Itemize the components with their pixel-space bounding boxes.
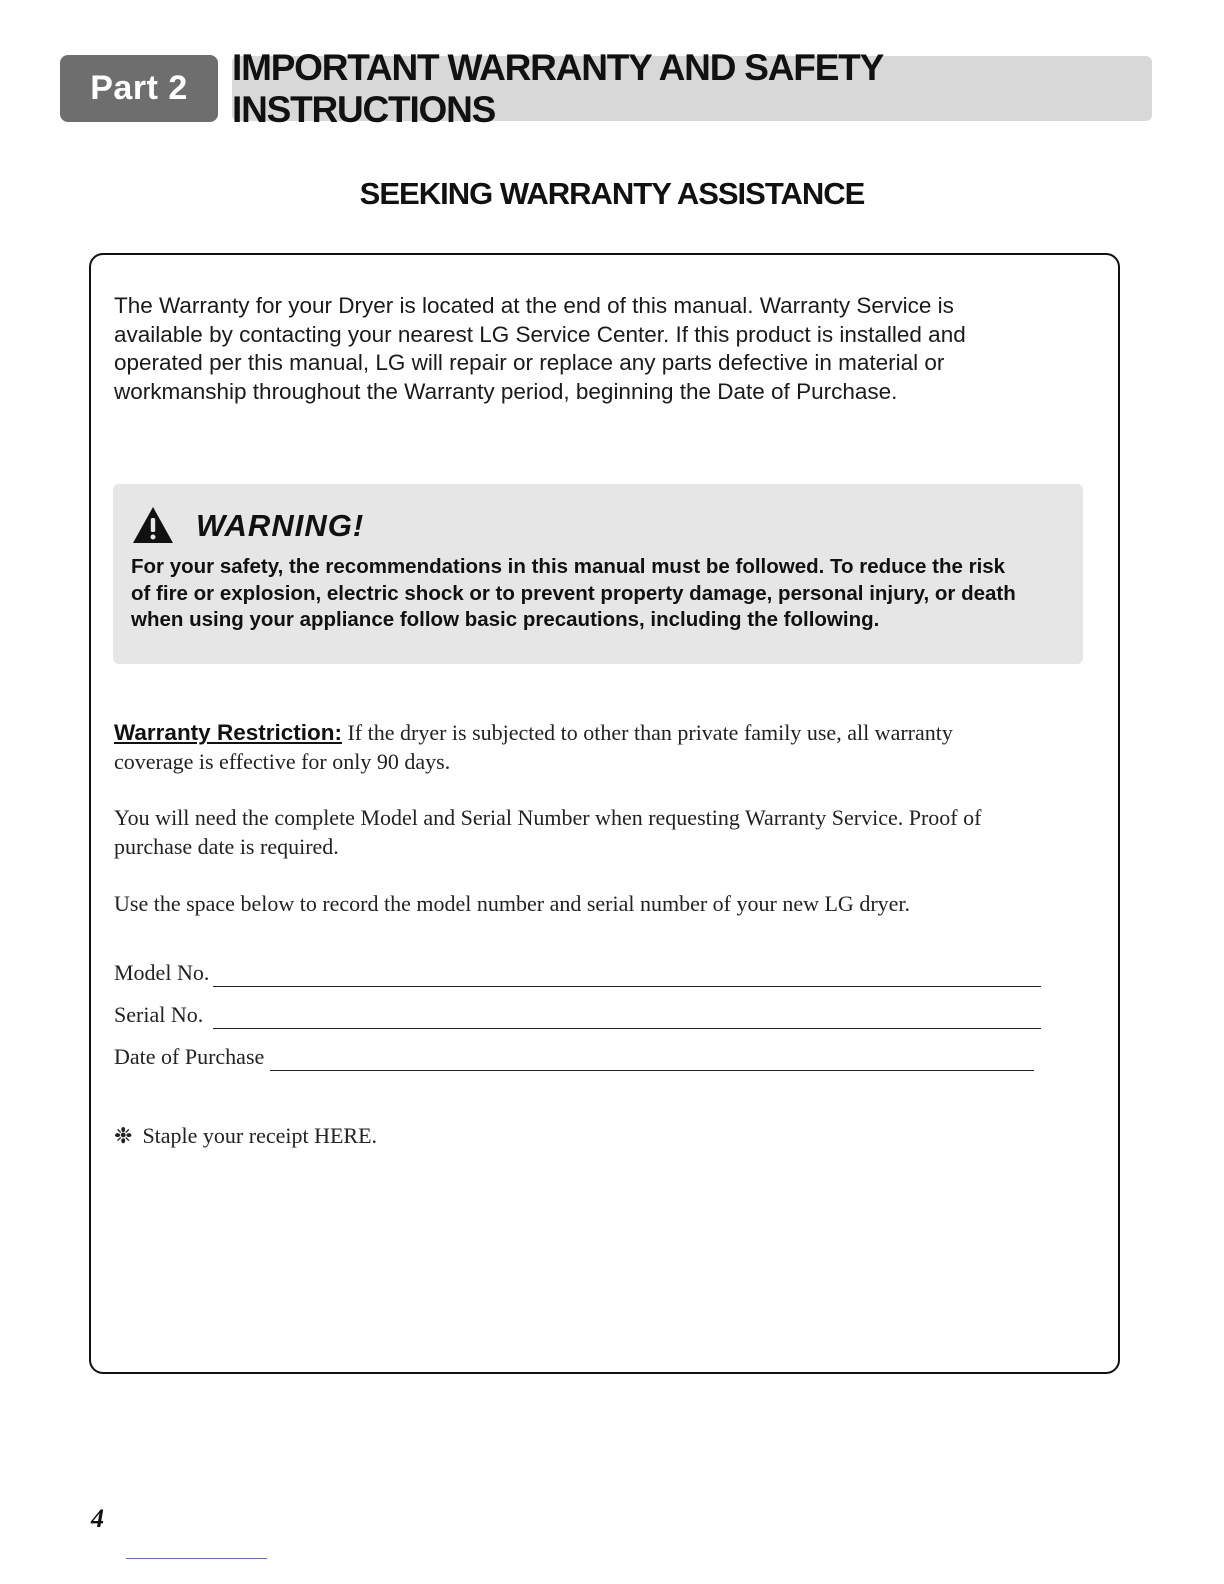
footer-rule: [126, 1558, 267, 1559]
page-number: 4: [91, 1504, 104, 1533]
model-number-label: Model No.: [114, 960, 210, 985]
note-line: purchase date is required.: [114, 834, 339, 859]
restriction-text-continued: coverage is effective for only 90 days.: [114, 749, 451, 774]
page-title: IMPORTANT WARRANTY AND SAFETY INSTRUCTIONS: [232, 56, 1152, 121]
warning-title: WARNING!: [196, 508, 365, 543]
intro-line: The Warranty for your Dryer is located at the end of this manual. Warranty Service is: [114, 293, 954, 318]
warning-triangle-icon: [132, 506, 174, 544]
record-note: Use the space below to record the model number and serial number of your new LG dryer.: [114, 891, 911, 916]
intro-line: workmanship throughout the Warranty period, beginning the Date of Purchase.: [114, 378, 898, 404]
intro-line: operated per this manual, LG will repair or replace any parts defective in material or: [114, 350, 945, 375]
staple-note: [114, 1121, 377, 1150]
staple-text: Staple your receipt HERE.: [142, 1123, 378, 1148]
note-line: You will need the complete Model and Serial Number when requesting Warranty Service. Proof of: [114, 805, 982, 830]
restriction-text: If the dryer is subjected to other than private family use, all warranty: [341, 720, 953, 745]
warranty-restriction: [114, 718, 1074, 776]
section-title: SEEKING WARRANTY ASSISTANCE: [359, 176, 865, 211]
warning-text: [131, 554, 1081, 634]
purchase-date-line[interactable]: [270, 1048, 1034, 1071]
part-label: Part 2: [60, 55, 218, 122]
model-serial-note: [114, 803, 1074, 861]
serial-number-line[interactable]: [213, 1006, 1041, 1029]
model-number-line[interactable]: [213, 964, 1041, 987]
warning-line: For your safety, the recommendations in this manual must be followed. To reduce the risk: [131, 555, 1006, 578]
intro-line: available by contacting your nearest LG Service Center. If this product is installed and: [114, 321, 966, 347]
warning-line: when using your appliance follow basic precautions, including the following.: [131, 608, 880, 631]
asterisk-icon: ❉: [114, 1123, 133, 1148]
warning-line: of fire or explosion, electric shock or to prevent property damage, personal injury, or death: [131, 581, 1016, 605]
restriction-label: Warranty Restriction:: [114, 720, 342, 745]
intro-paragraph: [114, 292, 1074, 406]
purchase-date-label: Date of Purchase: [114, 1044, 265, 1069]
purchase-date-field[interactable]: [114, 1041, 1034, 1071]
serial-number-label: Serial No.: [114, 1002, 204, 1027]
serial-number-field[interactable]: [114, 999, 1041, 1029]
model-number-field[interactable]: [114, 957, 1041, 987]
